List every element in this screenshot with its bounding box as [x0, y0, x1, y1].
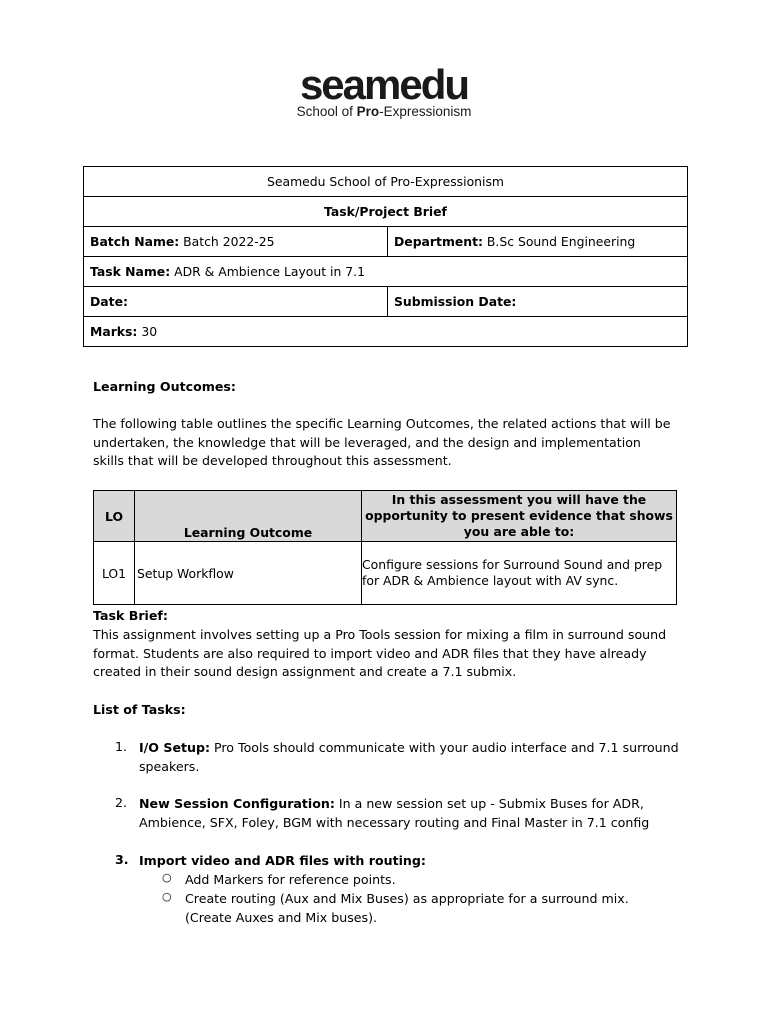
- bullet-icon: ○: [162, 890, 172, 903]
- seamedu-logo: [0, 61, 768, 120]
- submission-date-cell: Submission Date:: [388, 287, 688, 317]
- lo-evidence: Configure sessions for Surround Sound and prep for ADR & Ambience layout with AV sync.: [362, 542, 677, 605]
- evidence-col-header: In this assessment you will have the opportunity to present evidence that shows you are able to:: [362, 491, 677, 542]
- header-table: [83, 166, 688, 347]
- lo-id: LO1: [94, 542, 135, 605]
- batch-cell: Batch Name: Batch 2022-25: [84, 227, 388, 257]
- task-brief-text: This assignment involves setting up a Pro Tools session for mixing a film in surround sound format. Students are also required to import video and ADR files that they have already created in their sound design assignment and create a 7.1 submix.: [93, 627, 667, 679]
- list-item: I/O Setup: Pro Tools should communicate with your audio interface and 7.1 surround speakers.: [139, 740, 679, 774]
- task-number: 3.: [115, 852, 129, 867]
- task-number: 2.: [115, 795, 128, 810]
- bullet-icon: ○: [162, 871, 172, 884]
- task-name-cell: Task Name: ADR & Ambience Layout in 7.1: [84, 257, 688, 287]
- table-row: [94, 542, 677, 605]
- marks-cell: Marks: 30: [84, 317, 688, 347]
- doc-type: Task/Project Brief: [84, 197, 688, 227]
- task-brief-heading: Task Brief:: [93, 608, 168, 623]
- lo-outcome: Setup Workflow: [135, 542, 362, 605]
- list-item: Create routing (Aux and Mix Buses) as appropriate for a surround mix. (Create Auxes and Mix buses).: [185, 891, 629, 925]
- list-of-tasks-heading: List of Tasks:: [93, 702, 186, 717]
- lo-col-header: LO: [94, 491, 135, 542]
- logo-tagline: School of Pro-Expressionism: [296, 104, 472, 119]
- date-cell: Date:: [84, 287, 388, 317]
- institution-name: Seamedu School of Pro-Expressionism: [84, 167, 688, 197]
- outcome-col-header: Learning Outcome: [135, 491, 362, 542]
- learning-outcomes-intro: The following table outlines the specific Learning Outcomes, the related actions that will be undertaken, the knowledge that will be leveraged, and the design and implementation skills that will be developed throughout this assessment.: [93, 416, 671, 468]
- learning-outcomes-table: [93, 490, 677, 605]
- task-number: 1.: [115, 739, 128, 754]
- list-item: Add Markers for reference points.: [185, 872, 396, 887]
- list-item: New Session Configuration: In a new session set up - Submix Buses for ADR, Ambience, SFX, Foley, BGM with necessary routing and Final Master in 7.1 config: [139, 796, 650, 830]
- learning-outcomes-heading: Learning Outcomes:: [93, 379, 236, 394]
- department-cell: Department: B.Sc Sound Engineering: [388, 227, 688, 257]
- logo-wordmark: seamedu: [299, 61, 469, 108]
- list-item: Import video and ADR files with routing:: [139, 853, 426, 868]
